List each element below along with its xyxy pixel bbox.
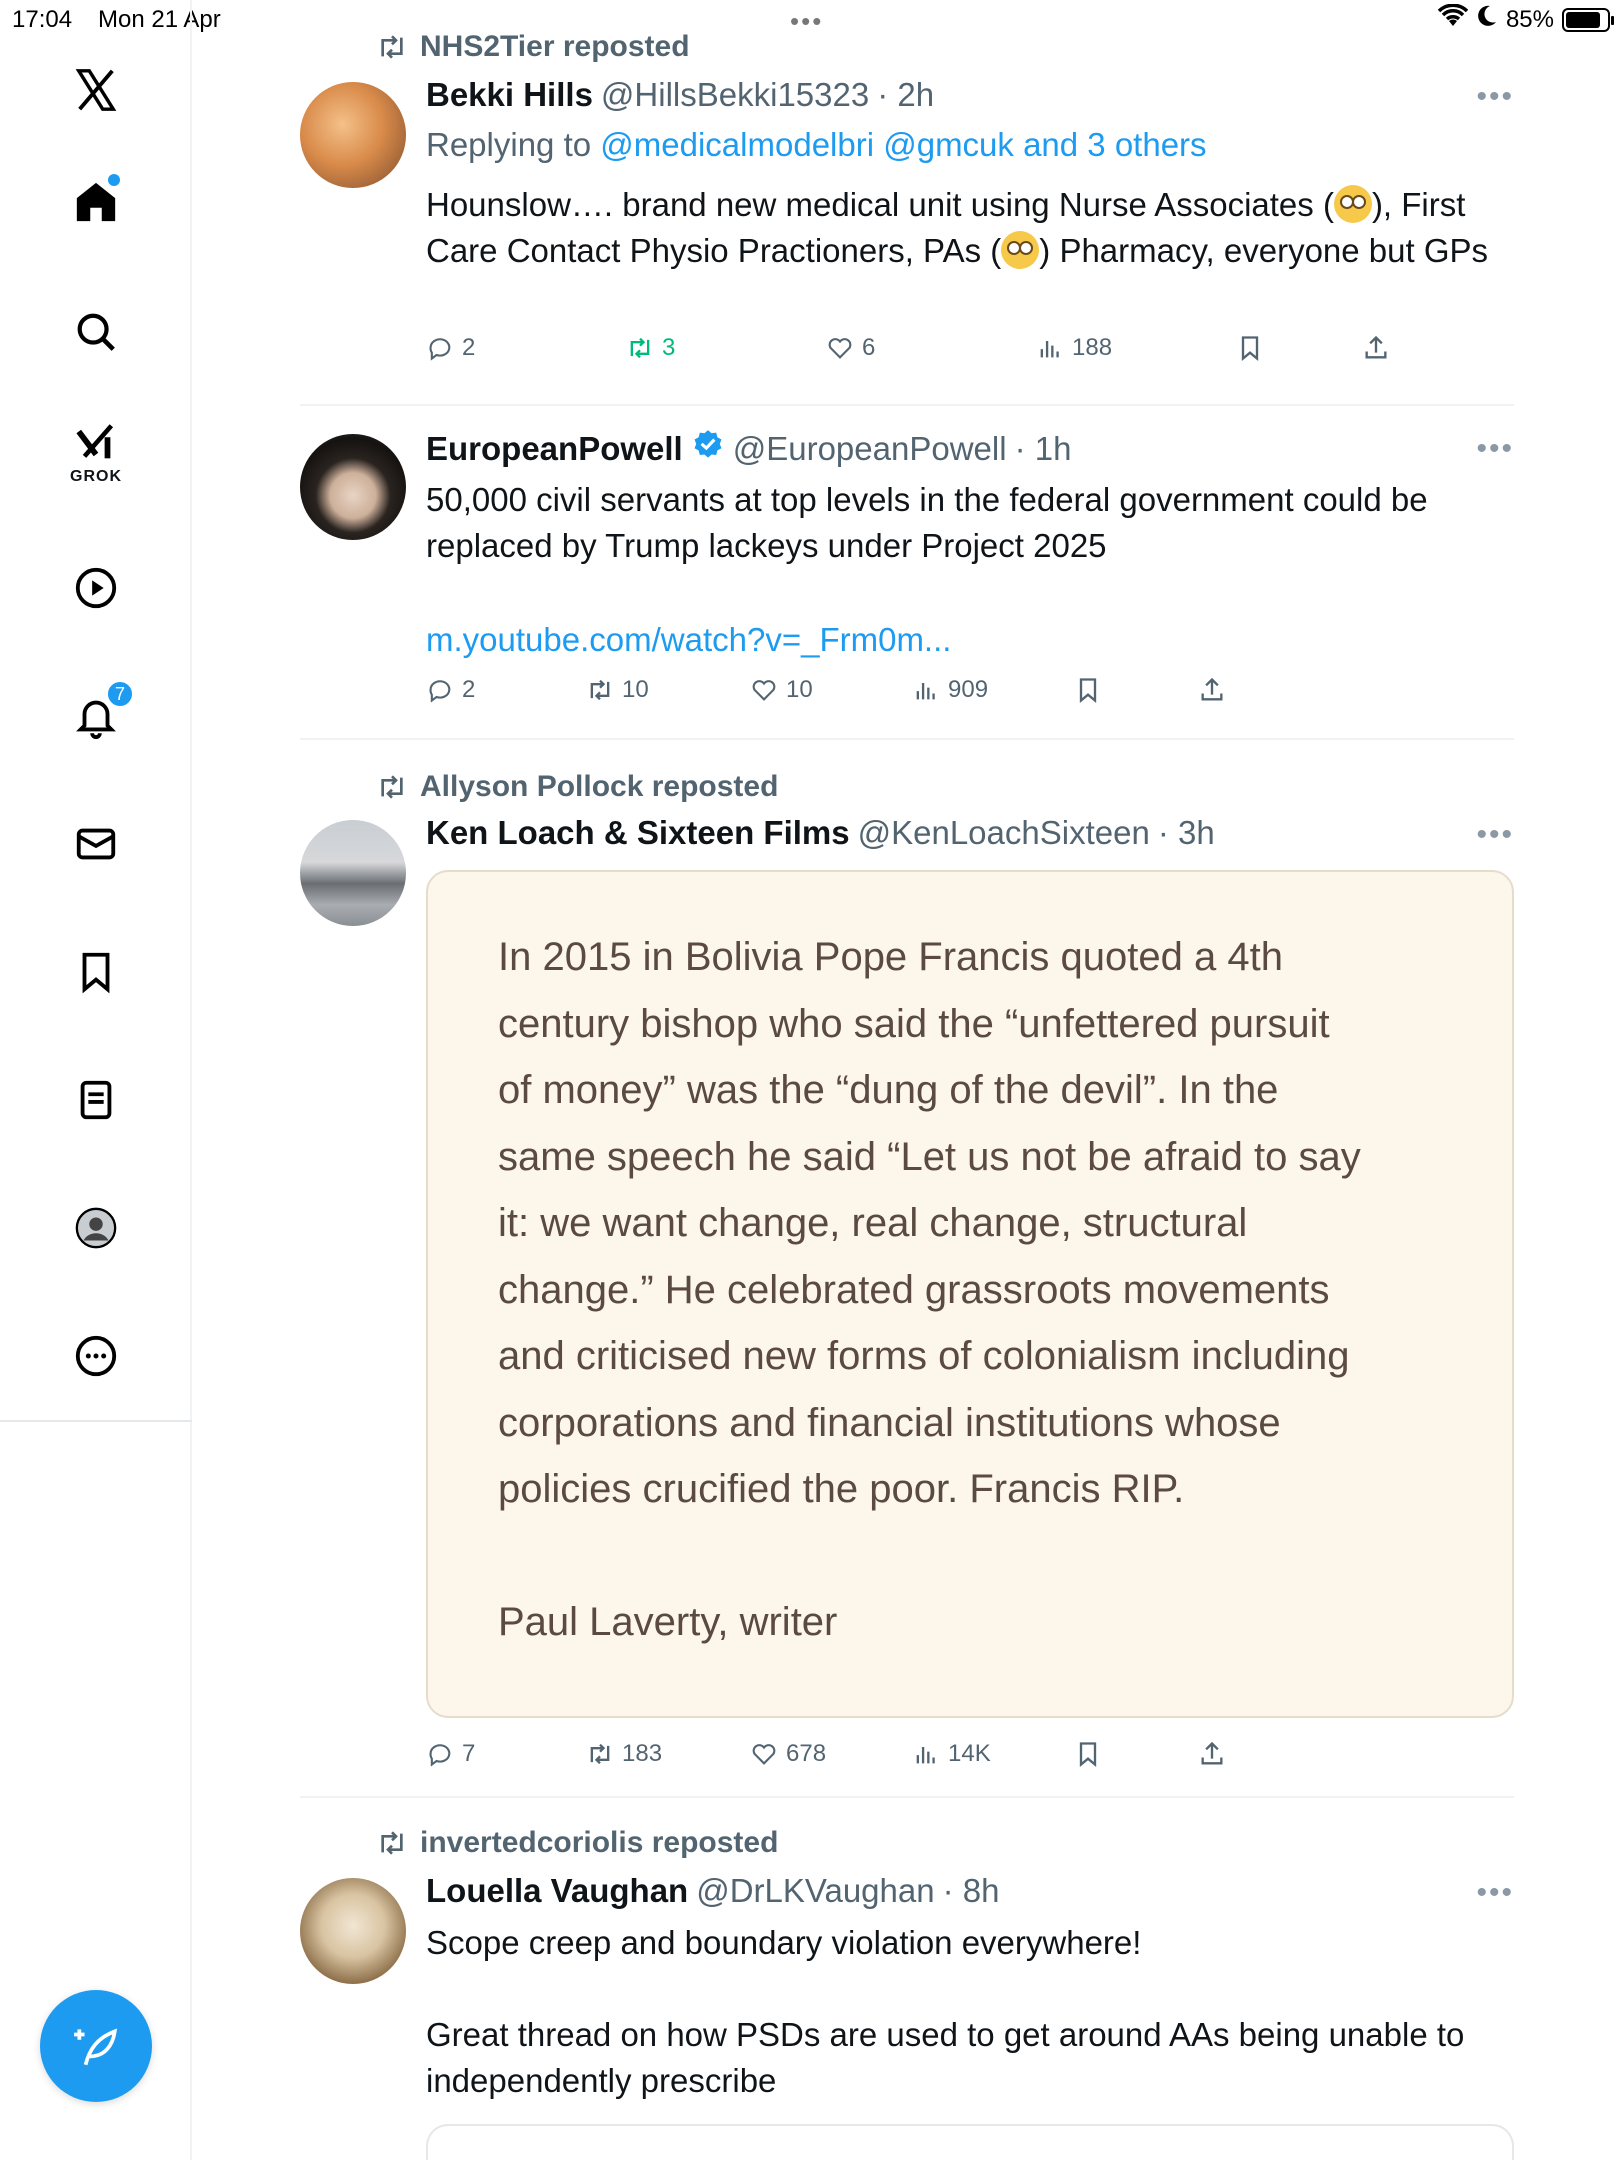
view-count: 909 (948, 676, 989, 703)
bookmark-button[interactable] (1236, 334, 1264, 362)
author-handle[interactable]: @DrLKVaughan (696, 1872, 935, 1909)
reply-mentions-link[interactable]: @medicalmodelbri @gmcuk and 3 others (600, 126, 1207, 163)
sidebar-item-lists[interactable] (66, 1070, 126, 1130)
x-logo-icon[interactable] (66, 60, 126, 120)
tweet-time: · 8h (942, 1872, 1000, 1909)
repost-count: 3 (662, 334, 676, 361)
like-count: 10 (786, 676, 813, 703)
analytics-icon (1036, 334, 1064, 362)
multitasking-dots-icon[interactable]: ••• (790, 6, 824, 36)
view-count: 14K (948, 1740, 991, 1767)
list-icon (73, 1077, 119, 1123)
repost-by-label[interactable]: Allyson Pollock reposted (420, 770, 779, 803)
compose-feather-icon (71, 2021, 121, 2071)
tweet-actions (426, 334, 1426, 374)
repost-icon (586, 1740, 614, 1768)
heart-icon (750, 676, 778, 704)
reply-count: 2 (462, 334, 476, 361)
sidebar-item-video[interactable] (66, 558, 126, 618)
avatar[interactable] (300, 1878, 406, 1984)
author-name[interactable]: Louella Vaughan (426, 1872, 689, 1909)
tweet-divider (300, 404, 1514, 406)
sidebar-nav (0, 0, 192, 2160)
notifications-badge: 7 (106, 680, 134, 708)
quote-text: In 2015 in Bolivia Pope Francis quoted a 4th century bishop who said the “unfettered pursuit of money” was the “dung of the devil”. In the same speech he said “Let us not be afraid to say it: we want change, real change, structural change.” He celebrated grassroots movements and criticised new forms of colonialism including corporations and financial institutions whose policies crucified the poor. Francis RIP. Paul Laverty, writer (498, 924, 1478, 1655)
avatar[interactable] (300, 434, 406, 540)
author-name[interactable]: Ken Loach & Sixteen Films (426, 814, 850, 851)
tweet-header (426, 1872, 999, 1910)
like-button[interactable] (826, 334, 875, 362)
sidebar-divider (0, 1420, 192, 1422)
reply-button[interactable] (426, 676, 475, 704)
author-handle[interactable]: @KenLoachSixteen (857, 814, 1150, 851)
reply-button[interactable] (426, 334, 475, 362)
status-time: 17:04 (12, 6, 73, 33)
share-icon (1362, 334, 1390, 362)
bookmark-icon (1236, 334, 1264, 362)
repost-icon (376, 1829, 408, 1857)
repost-attribution (376, 30, 690, 64)
like-count: 678 (786, 1740, 827, 1767)
author-name[interactable]: Bekki Hills (426, 76, 593, 113)
repost-attribution (376, 770, 778, 804)
battery-percent: 85% (1505, 5, 1554, 33)
author-name[interactable]: EuropeanPowell (426, 430, 683, 467)
repost-icon (586, 676, 614, 704)
tweet-time: · 2h (877, 76, 935, 113)
eye-roll-emoji-icon (1334, 185, 1372, 223)
sidebar-item-profile[interactable] (66, 1198, 126, 1258)
avatar[interactable] (300, 82, 406, 188)
tweet-header (426, 76, 934, 114)
repost-icon (376, 33, 408, 61)
share-button[interactable] (1198, 1740, 1226, 1768)
youtube-link[interactable]: m.youtube.com/watch?v=_Frm0m... (426, 621, 952, 658)
repost-by-label[interactable]: invertedcoriolis reposted (420, 1826, 779, 1859)
bookmark-icon (1074, 1740, 1102, 1768)
search-icon (73, 309, 119, 355)
repost-button[interactable] (586, 1740, 662, 1768)
sidebar-item-notifications[interactable] (66, 683, 126, 746)
status-bar (0, 0, 1620, 40)
mail-icon (73, 821, 119, 867)
like-button[interactable] (750, 1740, 826, 1768)
tweet-text: Scope creep and boundary violation everywhere! (426, 1924, 1142, 1961)
bookmark-button[interactable] (1074, 1740, 1102, 1768)
reply-count: 7 (462, 1740, 476, 1767)
share-icon (1198, 1740, 1226, 1768)
battery-icon (1562, 8, 1610, 32)
view-count: 188 (1072, 334, 1113, 361)
sidebar-item-home[interactable] (66, 172, 126, 232)
analytics-icon (912, 1740, 940, 1768)
tweet-divider (300, 1796, 1514, 1798)
compose-post-button[interactable] (40, 1990, 152, 2102)
tweet-header (426, 428, 1071, 470)
repost-attribution (376, 1826, 778, 1860)
quoted-tweet-card[interactable] (426, 2124, 1514, 2160)
replying-to-label: Replying to (426, 126, 592, 163)
reply-button[interactable] (426, 1740, 475, 1768)
profile-avatar-icon (73, 1205, 119, 1251)
heart-icon (750, 1740, 778, 1768)
more-options-icon[interactable]: ••• (1476, 432, 1514, 465)
like-count: 6 (862, 334, 876, 361)
tweet-time: · 1h (1014, 430, 1072, 467)
heart-icon (826, 334, 854, 362)
reply-icon (426, 334, 454, 362)
sidebar-item-grok[interactable] (66, 420, 126, 485)
share-icon (1198, 676, 1226, 704)
reply-icon (426, 1740, 454, 1768)
tweet-actions (426, 1740, 1426, 1780)
repost-icon (376, 773, 408, 801)
views-button[interactable] (1036, 334, 1112, 362)
avatar[interactable] (300, 820, 406, 926)
bookmark-button[interactable] (1074, 676, 1102, 704)
sidebar-item-more[interactable] (66, 1326, 126, 1386)
verified-badge-icon (691, 428, 725, 470)
status-date: Mon 21 Apr (98, 6, 221, 33)
reply-icon (426, 676, 454, 704)
tweet-time: · 3h (1157, 814, 1215, 851)
sidebar-item-messages[interactable] (66, 814, 126, 874)
more-circle-icon (73, 1333, 119, 1379)
moon-icon (1476, 4, 1498, 35)
repost-count: 10 (622, 676, 649, 703)
grok-icon (73, 420, 119, 466)
quote-signoff: Paul Laverty, writer (498, 1599, 838, 1644)
quote-image-card[interactable] (426, 870, 1514, 1718)
tweet-text: Hounslow…. brand new medical unit using Nurse Associates ( ), First Care Contact Physio Practioners, PAs ( ) Pharmacy, everyone but GPs (426, 186, 1489, 269)
share-button[interactable] (1362, 334, 1390, 362)
eye-roll-emoji-icon (1001, 231, 1039, 269)
sidebar-item-bookmarks[interactable] (66, 942, 126, 1002)
wifi-icon (1438, 4, 1468, 35)
more-options-icon[interactable]: ••• (1476, 80, 1514, 113)
repost-by-label[interactable]: NHS2Tier reposted (420, 30, 690, 63)
views-button[interactable] (912, 1740, 991, 1768)
views-button[interactable] (912, 676, 988, 704)
author-handle[interactable]: @EuropeanPowell (732, 430, 1007, 467)
reply-count: 2 (462, 676, 476, 703)
sidebar-item-search[interactable] (66, 302, 126, 362)
more-options-icon[interactable]: ••• (1476, 818, 1514, 851)
tweet-divider (300, 738, 1514, 740)
grok-label: GROK (70, 468, 122, 485)
home-unread-dot (108, 174, 120, 186)
like-button[interactable] (750, 676, 813, 704)
more-options-icon[interactable]: ••• (1476, 1876, 1514, 1909)
share-button[interactable] (1198, 676, 1226, 704)
bookmark-icon (73, 949, 119, 995)
tweet-header (426, 814, 1215, 852)
tweet-text: 50,000 civil servants at top levels in the federal government could be replaced by Trump lackeys under Project 2025 (426, 481, 1428, 564)
repost-icon (626, 334, 654, 362)
analytics-icon (912, 676, 940, 704)
play-icon (73, 565, 119, 611)
repost-button[interactable] (586, 676, 649, 704)
repost-button[interactable] (626, 334, 675, 362)
tweet-link[interactable] (426, 617, 1506, 663)
tweet-text: Great thread on how PSDs are used to get around AAs being unable to independently prescribe (426, 2016, 1465, 2099)
tweet-actions (426, 676, 1426, 716)
repost-count: 183 (622, 1740, 663, 1767)
bookmark-icon (1074, 676, 1102, 704)
replying-to (426, 126, 1207, 164)
author-handle[interactable]: @HillsBekki15323 (600, 76, 870, 113)
